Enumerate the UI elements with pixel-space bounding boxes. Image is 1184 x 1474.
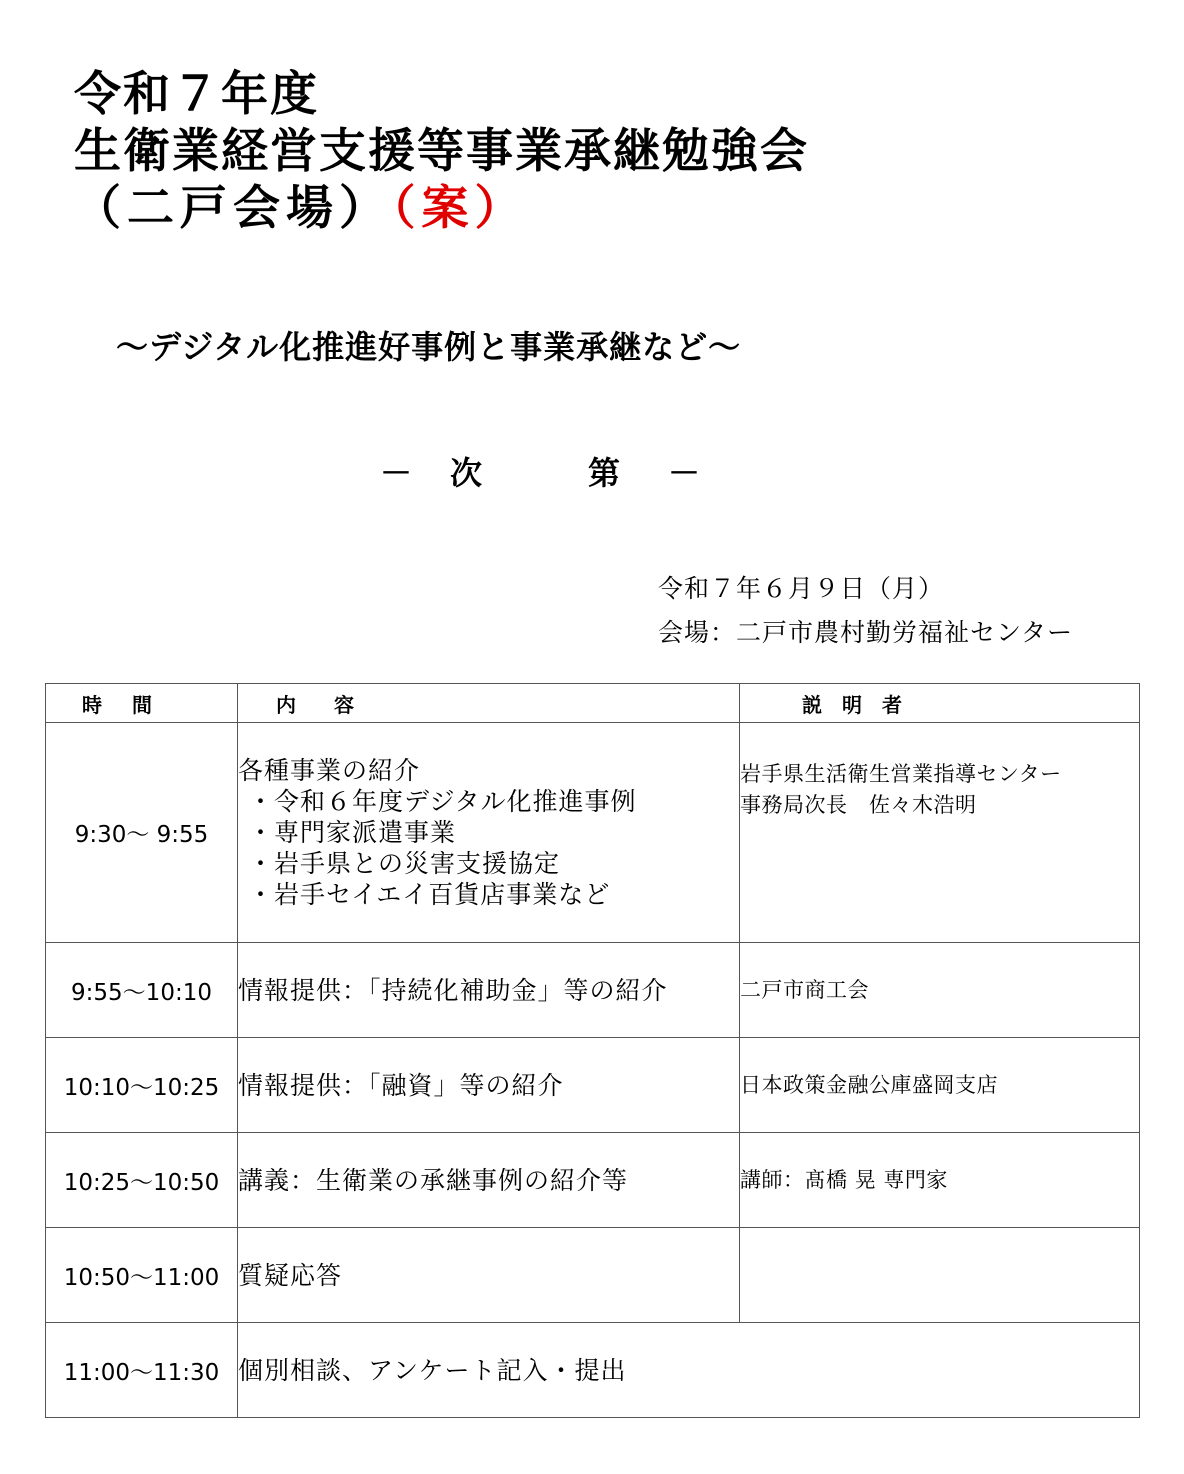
title-line-1: 令和７年度 xyxy=(74,67,319,122)
title-line-2: 生衛業経営支援等事業承継勉強会 xyxy=(74,124,809,179)
content-item: ・岩手セイエイ百貨店事業など xyxy=(248,880,611,909)
agenda-dash-right: － xyxy=(668,454,701,492)
presenter-org: 岩手県生活衛生営業指導センター xyxy=(740,762,1062,786)
draft-mark: （案） xyxy=(392,181,528,236)
table-row xyxy=(46,1038,1140,1133)
header-content: 内容 xyxy=(238,684,740,723)
row-time: 10:25～10:50 xyxy=(46,1133,238,1228)
venue-label: （二戸会場） xyxy=(74,181,392,236)
row-content: 情報提供：「融資」等の紹介 xyxy=(238,1038,740,1133)
content-item: ・令和６年度デジタル化推進事例 xyxy=(248,787,637,816)
content-title: 各種事業の紹介 xyxy=(238,756,421,785)
title-line-3 xyxy=(74,180,809,237)
header-time: 時間 xyxy=(46,684,238,723)
row-content: 個別相談、アンケート記入・提出 xyxy=(238,1323,1140,1418)
event-meta xyxy=(658,567,1073,655)
row-time: 9:30～ 9:55 xyxy=(46,723,238,943)
agenda-heading xyxy=(380,448,700,494)
event-date: 令和７年６月９日（月） xyxy=(658,574,945,603)
row-content xyxy=(238,723,740,943)
content-item: ・岩手県との災害支援協定 xyxy=(248,849,561,878)
presenter-person: 事務局次長 佐々木浩明 xyxy=(740,793,977,817)
row-content: 質疑応答 xyxy=(238,1228,740,1323)
document-title xyxy=(74,66,809,237)
row-time: 11:00～11:30 xyxy=(46,1323,238,1418)
row-presenter: 二戸市商工会 xyxy=(740,943,1140,1038)
row-presenter: 日本政策金融公庫盛岡支店 xyxy=(740,1038,1140,1133)
table-row xyxy=(46,1228,1140,1323)
content-item: ・専門家派遣事業 xyxy=(248,818,457,847)
row-time: 9:55～10:10 xyxy=(46,943,238,1038)
agenda-char-1: 次 xyxy=(450,454,483,492)
event-venue: 会場：二戸市農村勤労福祉センター xyxy=(658,618,1074,647)
row-content: 情報提供：「持続化補助金」等の紹介 xyxy=(238,943,740,1038)
subtitle: ～デジタル化推進好事例と事業承継など～ xyxy=(116,328,742,366)
table-row xyxy=(46,943,1140,1038)
row-content: 講義：生衛業の承継事例の紹介等 xyxy=(238,1133,740,1228)
row-presenter xyxy=(740,723,1140,943)
table-row xyxy=(46,723,1140,943)
table-header-row xyxy=(46,684,1140,723)
header-presenter: 説明者 xyxy=(740,684,1140,723)
row-presenter xyxy=(740,1228,1140,1323)
table-row xyxy=(46,1133,1140,1228)
schedule-table xyxy=(45,683,1140,1418)
row-presenter: 講師：髙橋 晃 専門家 xyxy=(740,1133,1140,1228)
agenda-char-2: 第 xyxy=(588,454,621,492)
agenda-dash-left: － xyxy=(380,454,413,492)
row-time: 10:50～11:00 xyxy=(46,1228,238,1323)
table-row xyxy=(46,1323,1140,1418)
row-time: 10:10～10:25 xyxy=(46,1038,238,1133)
